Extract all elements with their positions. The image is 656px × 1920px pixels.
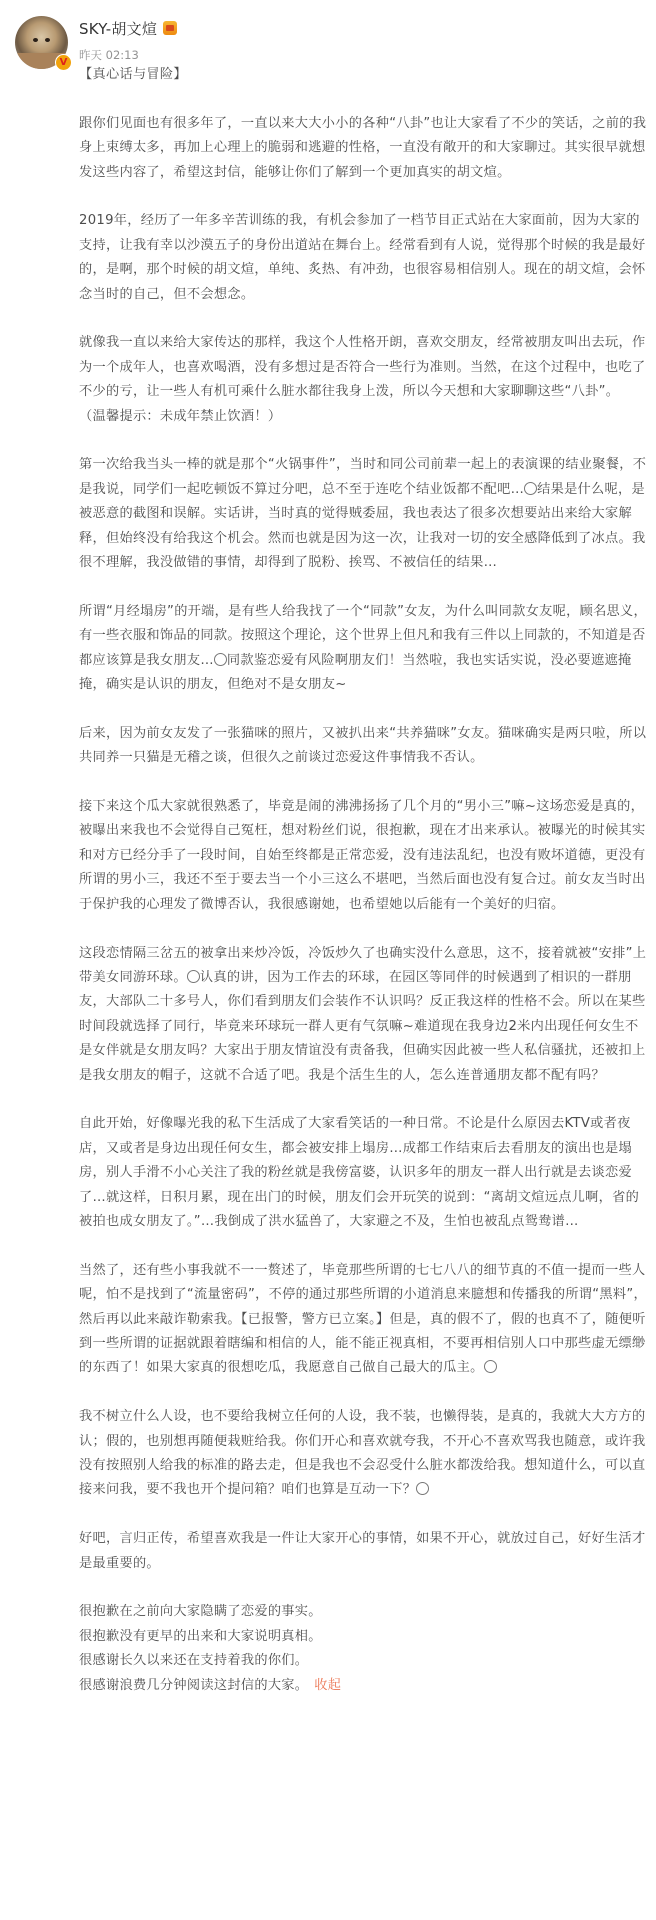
paragraph-gap: [79, 575, 649, 599]
post-paragraph-line: 就像我一直以来给大家传达的那样，我这个人性格开朗，喜欢交朋友，经常被朋友叫出去玩，作为一个成年人，也喜欢喝酒，没有多想过是否符合一些行为准则。当然，在这个过程中，也吃了不少的亏，让一些人有机可乘什么脏水都往我身上泼，所以今天想和大家聊聊这些“八卦”。: [79, 335, 646, 400]
post-paragraph-line: 我不树立什么人设，也不要给我树立任何的人设，我不装，也懒得装，是真的，我就大大方方的认；假的，也别想再随便栽赃给我。你们开心和喜欢就夸我，不开心不喜欢骂我也随意，或许我没有按照别人给我的标准的路去走，但是我也不会忍受什么脏水都泼给我。想知道什么，可以直接来问我，要不我也开个提问箱？咱们也算是互动一下？: [79, 1409, 646, 1498]
post-title: 【真心话与冒险】: [79, 67, 187, 82]
paragraph-gap: [79, 87, 649, 111]
post-paragraph-line: 跟你们见面也有很多年了，一直以来大大小小的各种“八卦”也让大家看了不少的笑话，之前的我身上束缚太多，再加上心理上的脆弱和逃避的性格，一直没有敞开的和大家聊过。其实很早就想发这些内容了，希望这封信，能够让你们了解到一个更加真实的胡文煊。: [79, 115, 647, 180]
post-paragraph-line: 当然了，还有些小事我就不一一赘述了，毕竟那些所谓的七七八八的细节真的不值一提而一些人呢，怕不是找到了“流量密码”，不停的通过那些所谓的小道消息来臆想和传播我的所谓“黑料”，然后再以此来敲诈勒索我。【已报警，警方已立案。】但是，真的假不了，假的也真不了，随便听到一些所谓的证据就跟着瞎编和相信的人，能不能正视真相，不要再相信别人口中那些虚无缥缈的东西了！如果大家真的很想吃瓜，我愿意自己做自己最大的瓜主。: [79, 1262, 648, 1376]
post-paragraph-line: 第一次给我当头一棒的就是那个“火锅事件”，当时和同公司前辈一起上的表演课的结业聚餐，不是我说，同学们一起吃顿饭不算过分吧，总不至于连吃个结业饭都不配吧… 结果是什么呢，是被恶意的截图和误解。实话讲，当时真的觉得贼委屈，我也表达了很多次想要站出来给大家解释，但始终没有给我这个机会。然而也就是因为这一次，让我对一切的安全感降低到了冰点。我很不理解，我没做错的事情，却得到了脱粉、挨骂、不被信任的结果…: [79, 457, 647, 571]
author-row: [79, 18, 177, 38]
paragraph-gap: [79, 1234, 649, 1258]
post-paragraph-line: 很感谢长久以来还在支持着我的你们。: [79, 1653, 309, 1669]
username[interactable]: SKY-胡文煊: [79, 19, 158, 38]
post-paragraph-line: 很抱歉在之前向大家隐瞒了恋爱的事实。: [79, 1604, 322, 1620]
post-paragraph-line: 后来，因为前女友发了一张猫咪的照片，又被扒出来“共养猫咪”女友。猫咪确实是两只啦，所以共同养一只猫是无稽之谈，但很久之前谈过恋爱这件事情我不否认。: [79, 725, 647, 766]
post-paragraph-line: 很抱歉没有更早的出来和大家说明真相。: [79, 1628, 322, 1644]
post-timestamp[interactable]: 昨天 02:13: [79, 48, 139, 62]
verified-badge-icon: V: [55, 54, 72, 71]
paragraph-gap: [79, 771, 649, 795]
vip-member-icon[interactable]: [163, 21, 177, 35]
post-paragraph-line: 自此开始，好像曝光我的私下生活成了大家看笑话的一种日常。不论是什么原因去KTV或者夜店，又或者是身边出现任何女生，都会被安排上塌房…成都工作结束后去看朋友的演出也是塌房，别人手滑不小心关注了我的粉丝就是我傍富婆，认识多年的朋友一群人出行就是去谈恋爱了…就这样，日积月累，现在出门的时候，朋友们会开玩笑的说到：“离胡文煊远点儿啊，省的被拍也成女朋友了。”…我倒成了洪水猛兽了，大家避之不及，生怕也被乱点鸳鸯谱…: [79, 1116, 640, 1229]
emoji-icon: [524, 482, 537, 495]
post-paragraph-line: 所谓“月经塌房”的开端，是有些人给我找了一个“同款”女友，为什么叫同款女友呢，顾名思义，有一些衣服和饰品的同款。按照这个理论，这个世界上但凡和我有三件以上同款的，不知道是否都应该算是我女朋友… 同款鉴恋爱有风险啊朋友们！当然啦，我也实话实说，没必要遮遮掩掩，确实是认识的朋友，但绝对不是女朋友~: [79, 603, 648, 693]
post-paragraph-line: （温馨提示：未成年禁止饮酒！）: [79, 408, 282, 424]
emoji-icon: [484, 1360, 497, 1373]
paragraph-gap: [79, 429, 649, 453]
paragraph-gap: [79, 1503, 649, 1527]
emoji-icon: [187, 970, 200, 983]
post-paragraph-line: 好吧，言归正传，希望喜欢我是一件让大家开心的事情，如果不开心，就放过自己，好好生活才是最重要的。: [79, 1531, 646, 1571]
avatar-eye-right: [45, 38, 50, 42]
emoji-icon: [416, 1482, 429, 1495]
emoji-icon: [214, 653, 227, 666]
avatar-eye-left: [33, 38, 38, 42]
post-paragraph-line: 这段恋情隔三岔五的被拿出来炒冷饭，冷饭炒久了也确实没什么意思，这不，接着就被“安排”上带美女同游环球。 认真的讲，因为工作去的环球，在园区等同伴的时候遇到了相识的一群朋友，大部队二十多号人，你们看到朋友们会装作不认识吗？反正我这样的性格不会。所以在某些时间段就选择了同行，毕竟来环球玩一群人更有气氛嘛~难道现在我身边2米内出现任何女生不是女伴就是女朋友吗？大家出于朋友情谊没有责备我，但确实因此被一些人私信骚扰，还被扣上是我女朋友的帽子，这就不合适了吧。我是个活生生的人，怎么连普通朋友都不配有吗？: [79, 945, 647, 1083]
post-content: [79, 63, 649, 1698]
paragraph-gap: [79, 185, 649, 209]
paragraph-gap: [79, 697, 649, 721]
collapse-link[interactable]: 收起: [314, 1677, 342, 1693]
paragraph-gap: [79, 917, 649, 941]
post-paragraph-line: 很感谢浪费几分钟阅读这封信的大家。 收起: [79, 1677, 342, 1693]
paragraph-gap: [79, 1576, 649, 1600]
paragraph-gap: [79, 1088, 649, 1112]
post-paragraph-line: 2019年，经历了一年多辛苦训练的我，有机会参加了一档节目正式站在大家面前，因为大家的支持，让我有幸以沙漠五子的身份出道站在舞台上。经常看到有人说，觉得那个时候的我是最好的，是啊，那个时候的胡文煊，单纯、炙热、有冲劲，也很容易相信别人。现在的胡文煊，会怀念当时的自己，但不会想念。: [79, 213, 646, 302]
paragraph-gap: [79, 1381, 649, 1405]
paragraph-gap: [79, 307, 649, 331]
post-paragraph-line: 接下来这个瓜大家就很熟悉了，毕竟是闹的沸沸扬扬了几个月的“男小三”嘛~这场恋爱是真的，被曝出来我也不会觉得自己冤枉，想对粉丝们说，很抱歉，现在才出来承认。被曝光的时候其实和对方已经分手了一段时间，自始至终都是正常恋爱，没有违法乱纪，也没有败坏道德，更没有所谓的男小三，我还不至于要去当一个小三这么不堪吧，当然后面也没有复合过。前女友当时出于保护我的心理发了微博否认，我很感谢她，也希望她以后能有一个美好的归宿。: [79, 799, 646, 912]
